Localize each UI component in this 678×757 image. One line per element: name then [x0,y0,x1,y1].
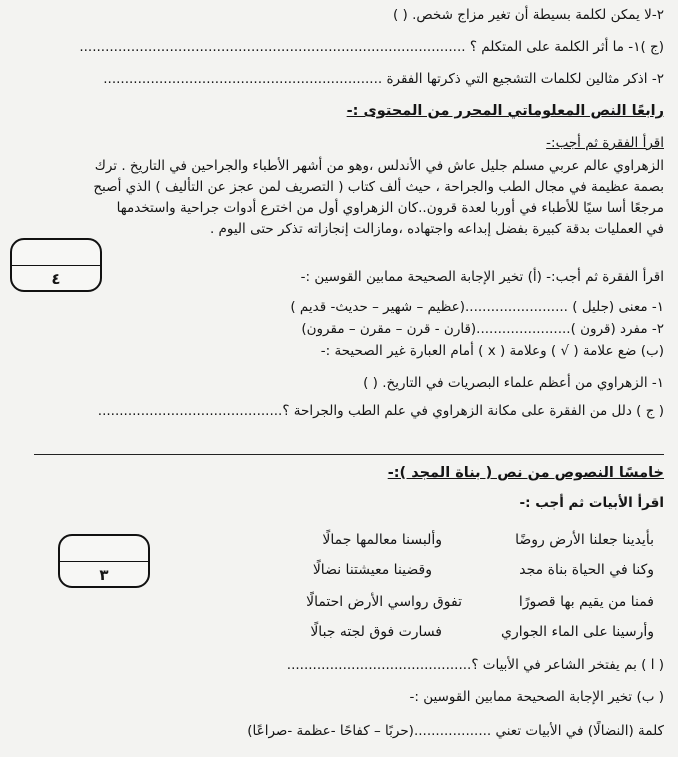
verse-part: وألبسنا معالمها جمالًا [322,532,442,548]
section-divider [34,454,664,455]
question-line: ( ا ) بم يفتخر الشاعر في الأبيات ؟........................................... [286,657,664,673]
score-box [10,238,102,292]
verse-part: تفوق رواسي الأرض احتمالًا [306,594,462,610]
passage-line: في العمليات بدقة كبيرة بفضل إبداعه واجتهاده ،ومازالت إنجازاته تذكر حتى اليوم . [209,221,664,237]
verse-part: بأيدينا جعلنا الأرض روضًا [515,532,654,548]
question-line: كلمة (النضالًا) في الأبيات تعني ..................(حربًا – كفاحًا -عظمة -صراعًا) [247,723,664,739]
question-line: (ب) ضع علامة ( √ ) وعلامة ( x ) أمام العبارة غير الصحيحة :- [320,343,664,359]
instruction: اقرأ الأبيات ثم أجب :- [519,495,664,511]
question-line: ٢- اذكر مثالين لكلمات التشجيع التي ذكرتها الفقرة ................................................................. [103,71,664,87]
verse-part: وأرسينا على الماء الجواري [501,624,654,640]
instruction: اقرأ الفقرة ثم أجب:- [546,135,664,151]
passage-line: مرجعًا أسا سيًا للأطباء في أوربا لعدة قرون..كان الزهراوي أول من اخترع أدوات جراحية واستخدمها [116,200,664,216]
passage [14,156,664,240]
instruction: اقرأ الفقرة ثم أجب:- (أ) تخير الإجابة الصحيحة ممابين القوسين :- [300,269,664,285]
verse-part: فمنا من يقيم بها قصورًا [518,594,654,610]
section-5-title: خامسًا النصوص من نص ( بناة المجد ):- [387,465,664,481]
question-line: ١- معنى (جليل ) ........................(عظيم – شهير – حديث- قديم ) [290,299,664,315]
question-line: (ج )١- ما أثر الكلمة على المتكلم ؟ .......................................................................................... [79,39,664,55]
verse-part: فسارت فوق لجته جبالًا [310,624,442,640]
verse-part: وقضينا معيشتنا نضالًا [312,562,432,578]
question-line: ٢- مفرد (قرون )......................(قارن - قرن – مقرن – مقرون) [301,321,664,337]
passage-line: الزهراوي عالم عربي مسلم جليل عاش في الأندلس ،وهو من أشهر الأطباء والجراحين في التاريخ . ترك [94,158,664,174]
question-line: ١- الزهراوي من أعظم علماء البصريات في التاريخ. ( ) [363,375,664,391]
score-value: ٤ [51,270,61,288]
score-value: ٣ [99,566,109,584]
passage-line: بصمة عظيمة في مجال الطب والجراحة ، حيث ألف كتاب ( التصريف لمن عجز عن التأليف ) الذي أصبح [93,179,664,195]
question-line: ( ج ) دلل من الفقرة على مكانة الزهراوي في علم الطب والجراحة ؟........................................... [97,403,664,419]
section-4-title: رابعًا النص المعلوماتي المحرر من المحتوى :- [346,103,664,119]
question-line: ٢-لا يمكن لكلمة بسيطة أن تغير مزاج شخص. ( ) [392,7,664,23]
score-box [58,534,150,588]
verse-part: وكنا في الحياة بناة مجد [519,562,654,578]
question-line: ( ب) تخير الإجابة الصحيحة ممابين القوسين :- [409,689,664,705]
